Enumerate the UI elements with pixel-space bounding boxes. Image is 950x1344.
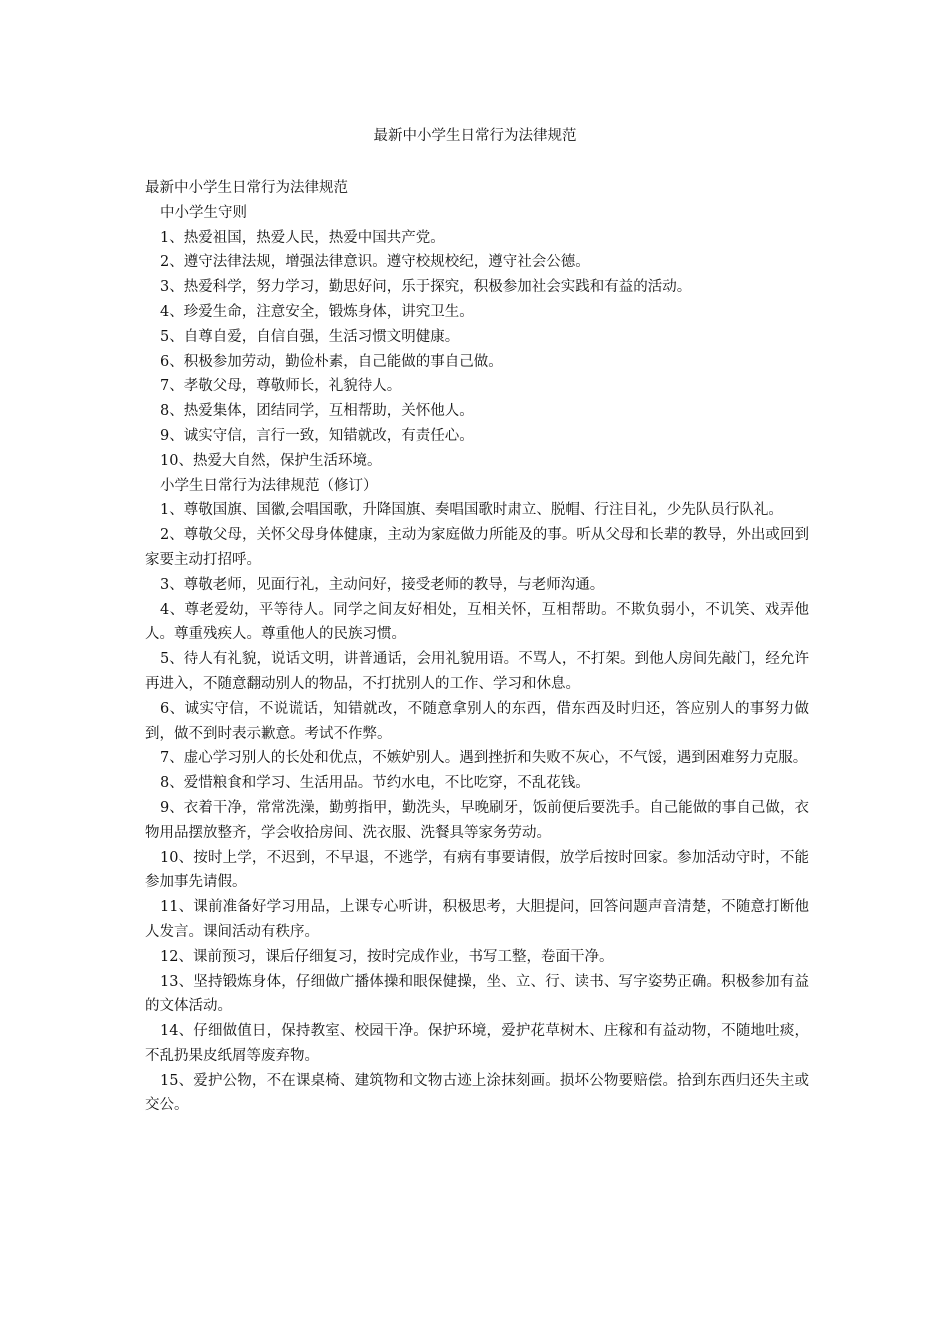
norm-item: 14、仔细做值日，保持教室、校园干净。保护环境，爱护花草树木、庄稼和有益动物，不随地吐痰，不乱扔果皮纸屑等废弃物。 <box>145 1023 809 1064</box>
rule-item: 4、珍爱生命，注意安全，锻炼身体，讲究卫生。 <box>160 303 474 320</box>
rule-item: 1、热爱祖国，热爱人民，热爱中国共产党。 <box>160 229 445 246</box>
norm-item: 7、虚心学习别人的长处和优点，不嫉妒别人。遇到挫折和失败不灰心，不气馁，遇到困难努力克服。 <box>160 750 808 767</box>
section-heading-rules: 中小学生守则 <box>160 204 247 221</box>
norm-item: 10、按时上学，不迟到，不早退，不逃学，有病有事要请假，放学后按时回家。参加活动守时，不能参加事先请假。 <box>145 849 809 891</box>
norm-item: 13、坚持锻炼身体，仔细做广播体操和眼保健操，坐、立、行、读书、写字姿势正确。积极参加有益的文体活动。 <box>145 973 809 1015</box>
document-title: 最新中小学生日常行为法律规范 <box>373 128 577 144</box>
norm-item: 3、尊敬老师，见面行礼，主动问好，接受老师的教导，与老师沟通。 <box>160 576 605 593</box>
norm-item: 4、尊老爱幼，平等待人。同学之间友好相处，互相关怀，互相帮助。不欺负弱小，不讥笑、戏弄他人。尊重残疾人。尊重他人的民族习惯。 <box>145 601 809 643</box>
rule-item: 9、诚实守信，言行一致，知错就改，有责任心。 <box>160 427 474 444</box>
rule-item: 6、积极参加劳动，勤俭朴素，自己能做的事自己做。 <box>160 353 503 370</box>
norm-item: 6、诚实守信，不说谎话，知错就改，不随意拿别人的东西，借东西及时归还，答应别人的事努力做到，做不到时表示歉意。考试不作弊。 <box>145 700 809 742</box>
norm-item: 15、爱护公物，不在课桌椅、建筑物和文物古迹上涂抹刻画。损坏公物要赔偿。拾到东西归还失主或交公。 <box>145 1072 809 1114</box>
section-heading-norms: 小学生日常行为法律规范（修订） <box>160 477 378 494</box>
norm-item: 12、课前预习，课后仔细复习，按时完成作业，书写工整，卷面干净。 <box>160 948 614 965</box>
norm-item: 11、课前准备好学习用品，上课专心听讲，积极思考，大胆提问，回答问题声音清楚，不随意打断他人发言。课间活动有秩序。 <box>145 899 809 940</box>
norm-item: 2、尊敬父母，关怀父母身体健康，主动为家庭做力所能及的事。听从父母和长辈的教导，外出或回到家要主动打招呼。 <box>145 527 809 568</box>
rule-item: 5、自尊自爱，自信自强，生活习惯文明健康。 <box>160 328 460 345</box>
norm-item: 1、尊敬国旗、国徽,会唱国歌，升降国旗、奏唱国歌时肃立、脱帽、行注目礼，少先队员行队礼。 <box>160 502 783 519</box>
document-heading: 最新中小学生日常行为法律规范 <box>145 180 348 196</box>
norm-item: 5、待人有礼貌，说话文明，讲普通话，会用礼貌用语。不骂人，不打架。到他人房间先敲门，经允许再进入，不随意翻动别人的物品，不打扰别人的工作、学习和休息。 <box>145 651 809 692</box>
rule-item: 10、热爱大自然，保护生活环境。 <box>160 452 382 469</box>
rule-item: 2、遵守法律法规，增强法律意识。遵守校规校纪，遵守社会公德。 <box>160 254 590 271</box>
rule-item: 7、孝敬父母，尊敬师长，礼貌待人。 <box>160 378 402 395</box>
norm-item: 9、衣着干净，常常洗澡，勤剪指甲，勤洗头，早晚刷牙，饭前便后要洗手。自己能做的事自己做，衣物用品摆放整齐，学会收拾房间、洗衣服、洗餐具等家务劳动。 <box>145 799 809 841</box>
norm-item: 8、爱惜粮食和学习、生活用品。节约水电，不比吃穿，不乱花钱。 <box>160 775 590 792</box>
rule-item: 3、热爱科学，努力学习，勤思好问，乐于探究，积极参加社会实践和有益的活动。 <box>160 279 692 296</box>
document-body <box>145 176 809 1118</box>
rule-item: 8、热爱集体，团结同学，互相帮助，关怀他人。 <box>160 403 474 420</box>
